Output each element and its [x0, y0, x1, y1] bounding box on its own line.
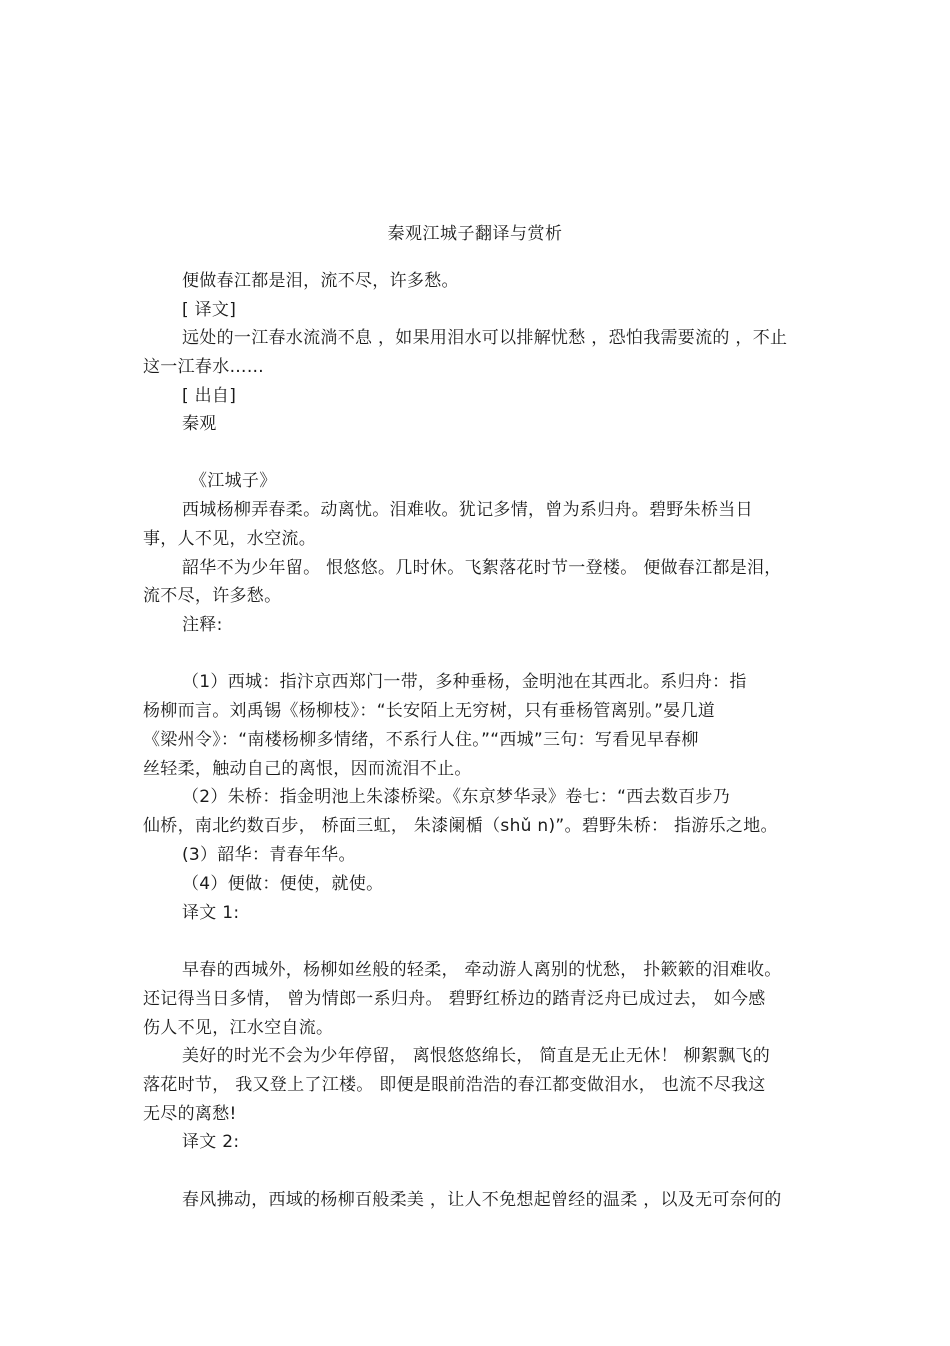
poem-line: 西城杨柳弄春柔。动离忧。泪难收。犹记多情，曾为系归舟。碧野朱桥当日: [182, 500, 753, 520]
version1-line: 伤人不见，江水空自流。: [143, 1018, 334, 1038]
note-line: 仙桥，南北约数百步， 桥面三虹， 朱漆阑楯（shǔ n)”。碧野朱桥： 指游乐之地。: [143, 816, 778, 836]
version1-line: 无尽的离愁!: [143, 1104, 237, 1124]
note-line: （2）朱桥：指金明池上朱漆桥梁。《东京梦华录》卷七：“西去数百步乃: [182, 787, 731, 807]
poem-title: 《江城子》: [190, 471, 277, 491]
translation-line: 这一江春水……: [143, 357, 265, 377]
source-label: [ 出自]: [182, 386, 237, 406]
version1-line: 美好的时光不会为少年停留， 离恨悠悠绵长， 简直是无止无休！ 柳絮飘飞的: [182, 1046, 771, 1066]
note-line: （4）便做：便使，就使。: [182, 874, 384, 894]
version1-line: 还记得当日多情， 曾为情郎一系归舟。 碧野红桥边的踏青泛舟已成过去， 如今感: [143, 989, 766, 1009]
version2-label: 译文 2:: [182, 1132, 240, 1152]
poem-line: 事，人不见，水空流。: [143, 529, 316, 549]
poem-line: 韶华不为少年留。 恨悠悠。几时休。飞絮落花时节一登楼。 便做春江都是泪，: [182, 558, 782, 578]
intro-line: 便做春江都是泪，流不尽，许多愁。: [182, 271, 459, 291]
translation-label: [ 译文]: [182, 300, 237, 320]
page-title: 秦观江城子翻译与赏析: [387, 224, 563, 244]
notes-label: 注释:: [182, 615, 223, 635]
note-line: 丝轻柔，触动自己的离恨，因而流泪不止。: [143, 759, 472, 779]
translation-line: 远处的一江春水流淌不息 ，如果用泪水可以排解忧愁 ，恐怕我需要流的 ，不止: [182, 328, 788, 348]
version1-label: 译文 1:: [182, 903, 240, 923]
version2-line: 春风拂动，西域的杨柳百般柔美 ，让人不免想起曾经的温柔 ，以及无可奈何的: [182, 1190, 782, 1210]
version1-line: 早春的西城外，杨柳如丝般的轻柔， 牵动游人离别的忧愁， 扑簌簌的泪难收。: [182, 960, 782, 980]
author: 秦观: [182, 414, 217, 434]
poem-line: 流不尽，许多愁。: [143, 586, 282, 606]
version1-line: 落花时节， 我又登上了江楼。 即便是眼前浩浩的春江都变做泪水， 也流不尽我这: [143, 1075, 766, 1095]
note-line: 杨柳而言。刘禹锡《杨柳枝》：“长安陌上无穷树，只有垂杨管离别。”晏几道: [143, 701, 716, 721]
note-line: 《梁州令》：“南楼杨柳多情绪，不系行人住。”“西城”三句：写看见早春柳: [143, 730, 699, 750]
note-line: (3）韶华：青春年华。: [182, 845, 356, 865]
note-line: （1）西城：指汴京西郑门一带，多种垂杨，金明池在其西北。系归舟：指: [182, 672, 747, 692]
